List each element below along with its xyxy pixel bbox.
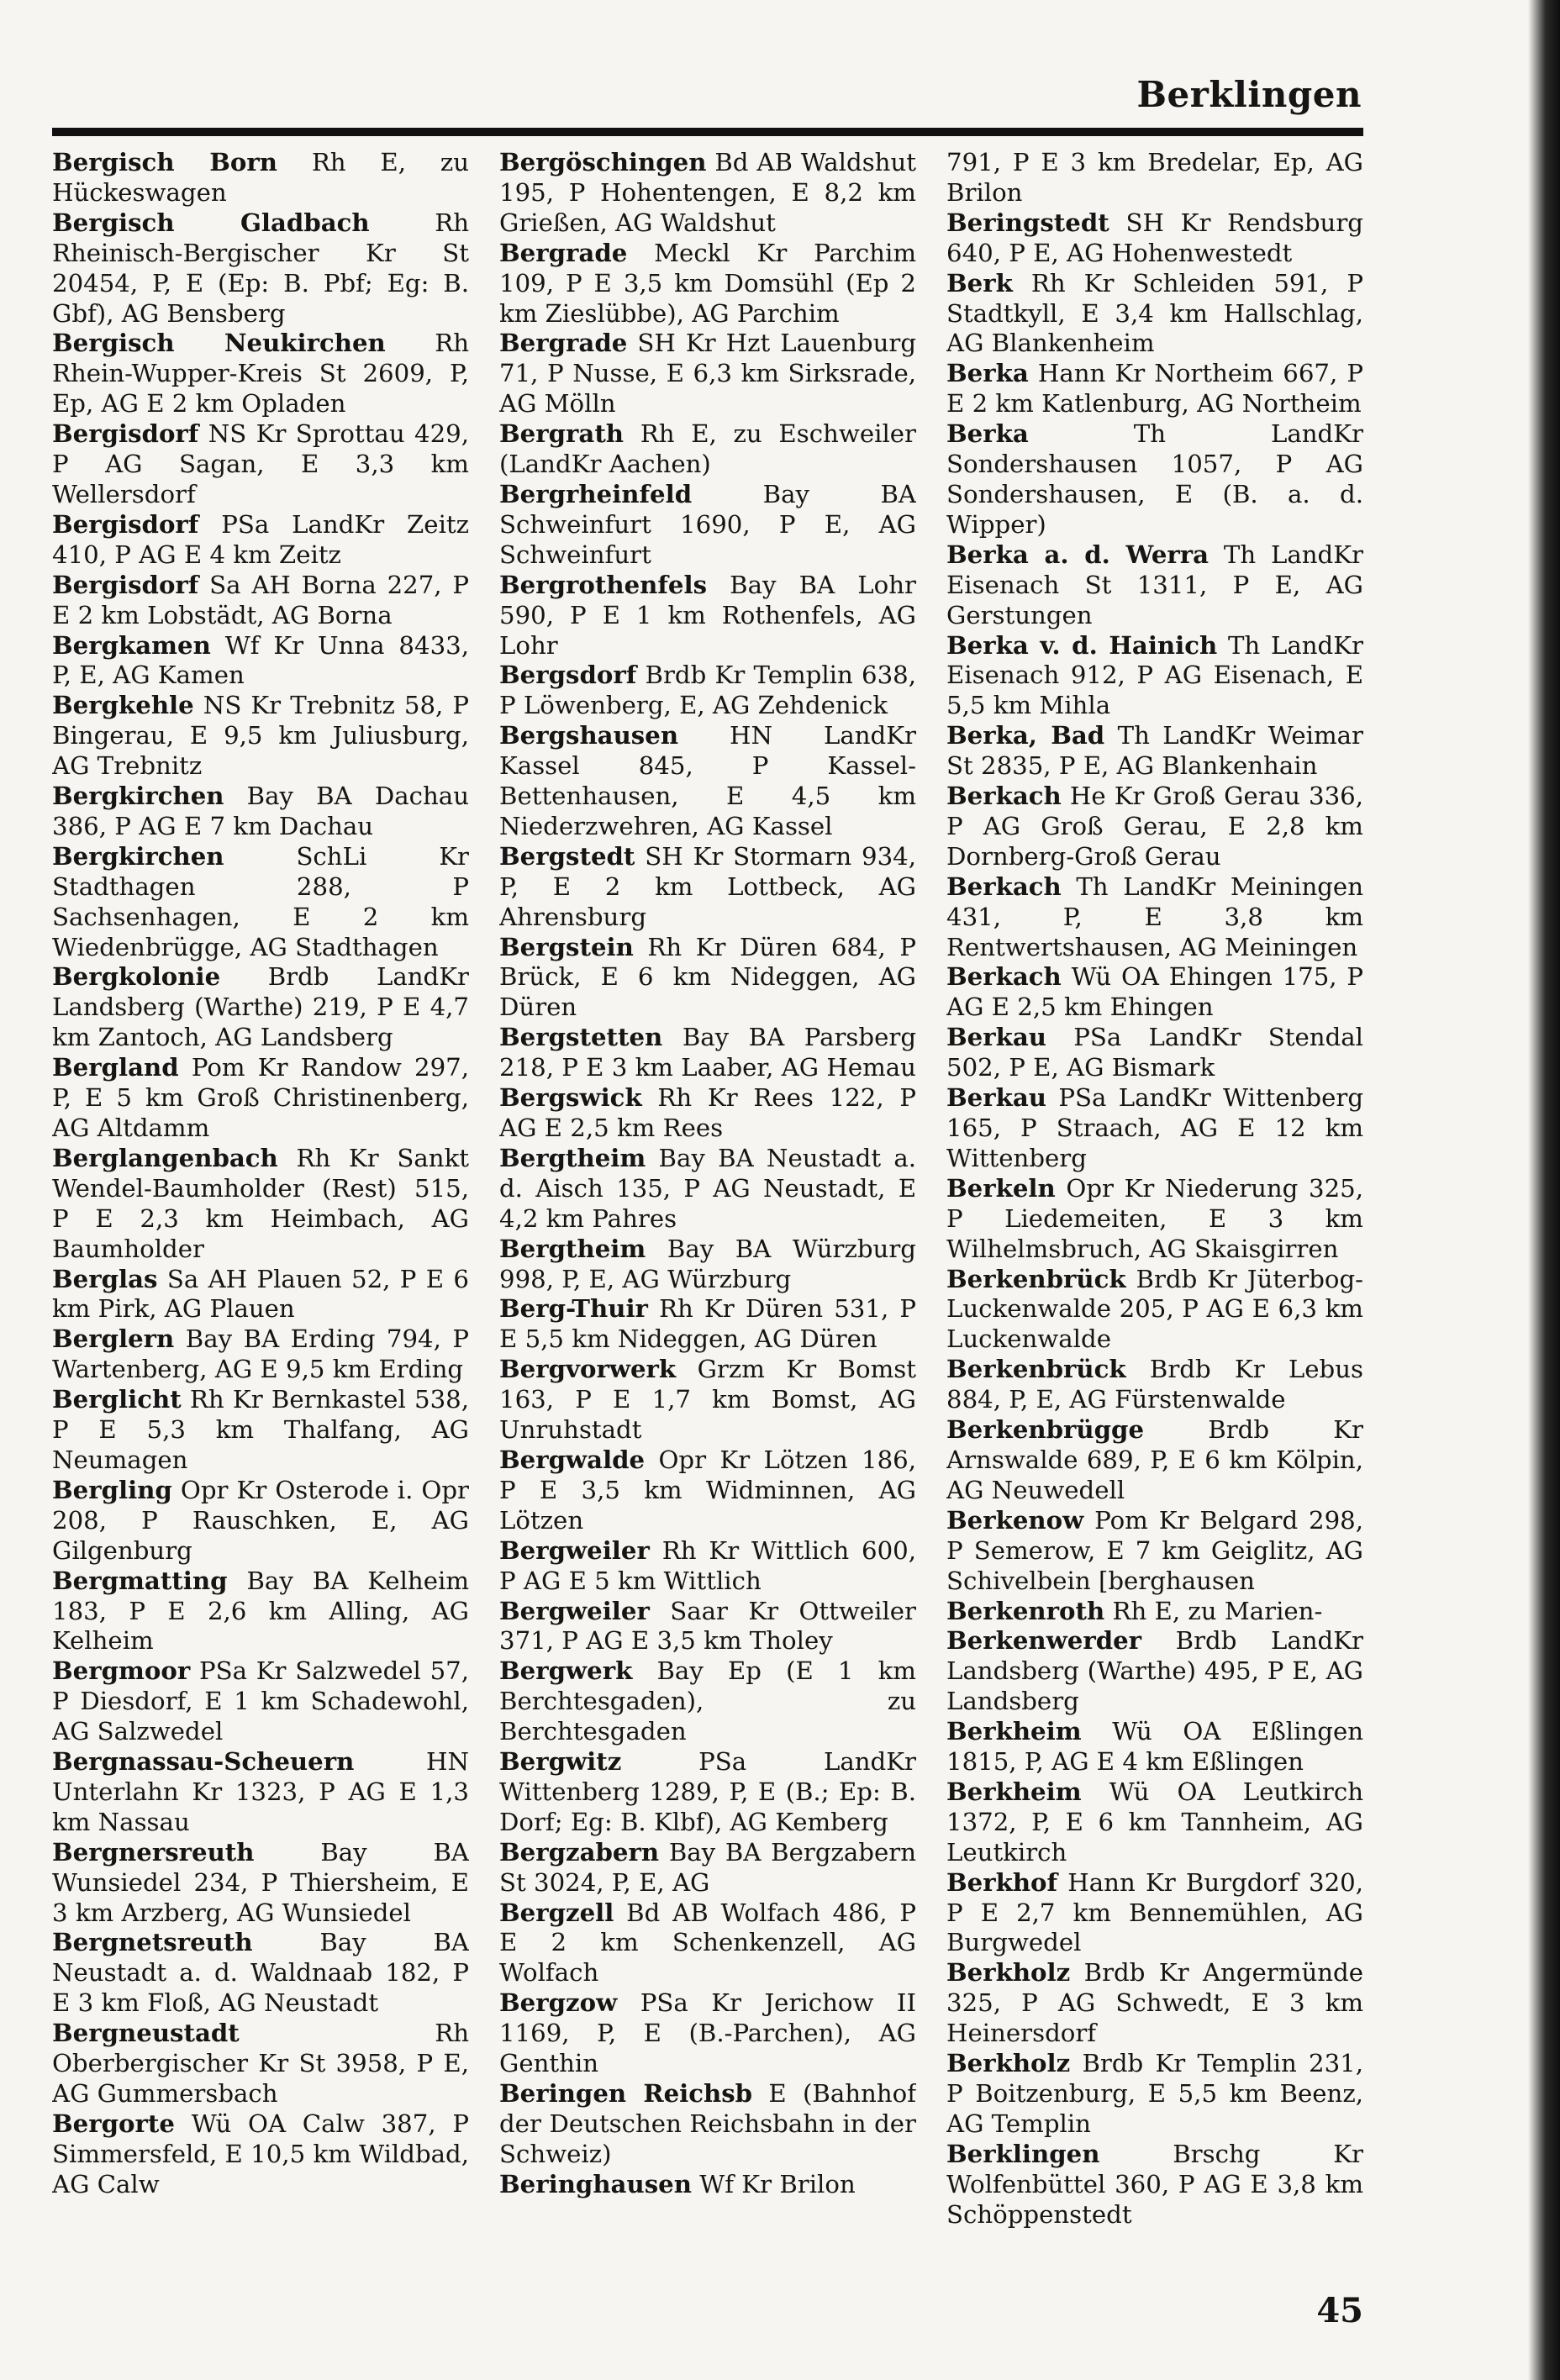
entry-text: PSa Kr Salzwedel 57, P Diesdorf, E 1 km Schadewohl, AG Salzwedel bbox=[52, 1656, 469, 1746]
entry-headword: Bergkolonie bbox=[52, 962, 221, 992]
entry-text: E (Bahnhof der Deutschen Reichsbahn in der Schweiz) bbox=[499, 2079, 916, 2168]
header-rule bbox=[52, 128, 1363, 136]
entry-headword: Berkenbrück bbox=[946, 1264, 1126, 1293]
gazetteer-entry bbox=[946, 631, 1363, 722]
entry-text: Hann Kr Burgdorf 320, P E 2,7 km Bennemühlen, AG Burgwedel bbox=[946, 1867, 1363, 1957]
entry-text: PSa LandKr Stendal 502, P E, AG Bismark bbox=[946, 1023, 1363, 1082]
entry-text: Pom Kr Randow 297, P, E 5 km Groß Christinenberg, AG Altdamm bbox=[52, 1053, 469, 1142]
entry-headword: Berkau bbox=[946, 1083, 1046, 1113]
entry-text: Th LandKr Sondershausen 1057, P AG Sondershausen, E (B. a. d. Wipper) bbox=[946, 419, 1363, 539]
gazetteer-entry bbox=[52, 148, 469, 208]
entry-text: Bay Ep (E 1 km Berchtesgaden), zu Berchtesgaden bbox=[499, 1656, 916, 1746]
column-1 bbox=[52, 148, 469, 2266]
entry-headword: Berkenow bbox=[946, 1505, 1084, 1535]
gazetteer-entry bbox=[52, 1838, 469, 1929]
entry-text: Th LandKr Eisenach 912, P AG Eisenach, E 5,5 km Mihla bbox=[946, 630, 1363, 720]
entry-text: Wf Kr Unna 8433, P, E, AG Kamen bbox=[52, 630, 469, 690]
gazetteer-entry bbox=[52, 1928, 469, 2019]
gazetteer-entry bbox=[946, 269, 1363, 360]
gazetteer-entry bbox=[52, 1053, 469, 1144]
gazetteer-entry bbox=[946, 872, 1363, 963]
gazetteer-entry bbox=[946, 1265, 1363, 1356]
entry-text: Bay BA Lohr 590, P E 1 km Rothenfels, AG Lohr bbox=[499, 570, 916, 660]
entry-headword: Bergzell bbox=[499, 1898, 614, 1927]
gazetteer-entry bbox=[499, 842, 916, 933]
entry-text: Wf Kr Brilon bbox=[699, 2169, 856, 2198]
entry-headword: Bergling bbox=[52, 1475, 172, 1504]
gazetteer-entry bbox=[499, 480, 916, 571]
entry-text: Rh Kr Sankt Wendel-Baumholder (Rest) 515, P E 2,3 km Heimbach, AG Baumholder bbox=[52, 1143, 469, 1263]
entry-headword: Bergneustadt bbox=[52, 2019, 240, 2048]
entry-text: Grzm Kr Bomst 163, P E 1,7 km Bomst, AG Unruhstadt bbox=[499, 1355, 916, 1445]
gazetteer-entry bbox=[946, 1174, 1363, 1265]
gazetteer-entry bbox=[499, 1445, 916, 1536]
entry-headword: Bergland bbox=[52, 1053, 179, 1082]
entry-headword: Berkach bbox=[946, 962, 1062, 992]
gazetteer-entry bbox=[499, 1536, 916, 1597]
entry-text: Sa AH Plauen 52, P E 6 km Pirk, AG Plauen bbox=[52, 1264, 469, 1324]
gazetteer-entry bbox=[946, 782, 1363, 872]
entry-text: Rh E, zu Hückeswagen bbox=[52, 148, 469, 207]
gazetteer-entry bbox=[499, 419, 916, 480]
entry-headword: Berkholz bbox=[946, 1958, 1071, 1988]
entry-text: Bd AB Wolfach 486, P E 2 km Schenkenzell, AG Wolfach bbox=[499, 1898, 916, 1988]
entry-headword: Berkeln bbox=[946, 1173, 1056, 1203]
gazetteer-entry bbox=[499, 661, 916, 721]
gazetteer-entry bbox=[946, 2049, 1363, 2140]
entry-headword: Berka, Bad bbox=[946, 721, 1105, 750]
entry-text: NS Kr Trebnitz 58, P Bingerau, E 9,5 km Juliusburg, AG Trebnitz bbox=[52, 691, 469, 781]
gazetteer-entry bbox=[499, 1355, 916, 1445]
page-number: 45 bbox=[1316, 2291, 1363, 2330]
entry-headword: Bergkamen bbox=[52, 630, 211, 660]
gazetteer-entry bbox=[499, 1747, 916, 1838]
gazetteer-entry bbox=[499, 933, 916, 1024]
entry-text: He Kr Groß Gerau 336, P AG Groß Gerau, E 2,8 km Dornberg-Groß Gerau bbox=[946, 782, 1363, 871]
entry-headword: Bergnersreuth bbox=[52, 1837, 255, 1867]
entry-headword: Bergrothenfels bbox=[499, 570, 708, 599]
entry-text: Wü OA Eßlingen 1815, P, AG E 4 km Eßlingen bbox=[946, 1717, 1363, 1777]
entry-headword: Bergzabern bbox=[499, 1837, 660, 1867]
entry-text: SH Kr Hzt Lauenburg 71, P Nusse, E 6,3 km Sirksrade, AG Mölln bbox=[499, 329, 916, 419]
gazetteer-entry bbox=[946, 1597, 1363, 1627]
entry-headword: Berk bbox=[946, 268, 1013, 298]
gazetteer-entry bbox=[946, 419, 1363, 540]
entry-text: Rh Kr Düren 531, P E 5,5 km Nideggen, AG Düren bbox=[499, 1294, 916, 1354]
entry-headword: Bergisdorf bbox=[52, 570, 199, 599]
entry-text: Rh Kr Düren 684, P Brück, E 6 km Nideggen, AG Düren bbox=[499, 932, 916, 1022]
gazetteer-entry bbox=[946, 1717, 1363, 1777]
gazetteer-entry bbox=[946, 1023, 1363, 1083]
gazetteer-entry bbox=[499, 2170, 916, 2200]
entry-text: Bay BA Bergzabern St 3024, P, E, AG bbox=[499, 1837, 916, 1897]
entry-headword: Bergrath bbox=[499, 419, 625, 449]
entry-text: Bay BA Dachau 386, P AG E 7 km Dachau bbox=[52, 782, 469, 840]
entry-text: Brdb Kr Jüterbog-Luckenwalde 205, P AG E 6,3 km Luckenwalde bbox=[946, 1264, 1363, 1354]
entry-text: SchLi Kr Stadthagen 288, P Sachsenhagen, E 2 km Wiedenbrügge, AG Stadthagen bbox=[52, 841, 469, 961]
entry-headword: Berkenbrück bbox=[946, 1355, 1126, 1384]
gazetteer-entry bbox=[946, 721, 1363, 782]
gazetteer-entry bbox=[499, 571, 916, 661]
gazetteer-entry bbox=[946, 540, 1363, 631]
gazetteer-entry bbox=[946, 1958, 1363, 2049]
entry-headword: Bergrade bbox=[499, 329, 628, 358]
entry-text: Opr Kr Osterode i. Opr 208, P Rauschken, E, AG Gilgenburg bbox=[52, 1475, 469, 1565]
gazetteer-entry bbox=[52, 842, 469, 963]
entry-headword: Berkach bbox=[946, 871, 1062, 901]
entry-headword: Bergorte bbox=[52, 2109, 175, 2138]
entry-text: Bay BA Erding 794, P Wartenberg, AG E 9,5 km Erding bbox=[52, 1324, 469, 1384]
page-edge-shadow bbox=[1528, 0, 1560, 2380]
entry-headword: Bergwitz bbox=[499, 1747, 622, 1777]
gazetteer-entry bbox=[52, 419, 469, 510]
gazetteer-entry bbox=[946, 1868, 1363, 1959]
gazetteer-entry bbox=[946, 962, 1363, 1023]
entry-text: 791, P E 3 km Bredelar, Ep, AG Brilon bbox=[946, 148, 1363, 207]
entry-text: SH Kr Rendsburg 640, P E, AG Hohenwestedt bbox=[946, 208, 1363, 267]
gazetteer-entry bbox=[499, 1656, 916, 1747]
entry-headword: Bergweiler bbox=[499, 1535, 650, 1565]
gazetteer-entry bbox=[52, 631, 469, 692]
running-head: Berklingen bbox=[1136, 74, 1362, 115]
entry-headword: Bergkirchen bbox=[52, 841, 224, 871]
entry-text: Wü OA Ehingen 175, P AG E 2,5 km Ehingen bbox=[946, 962, 1363, 1022]
gazetteer-entry bbox=[499, 1144, 916, 1235]
gazetteer-entry bbox=[499, 721, 916, 842]
gazetteer-entry bbox=[499, 1023, 916, 1083]
entry-text: Brdb Kr Arnswalde 689, P, E 6 km Kölpin, AG Neuwedell bbox=[946, 1415, 1363, 1504]
entry-headword: Bergwalde bbox=[499, 1445, 646, 1474]
entry-headword: Bergstetten bbox=[499, 1023, 663, 1052]
gazetteer-entry bbox=[52, 1747, 469, 1838]
entry-headword: Berka v. d. Hainich bbox=[946, 630, 1218, 660]
entry-headword: Bergkehle bbox=[52, 691, 194, 720]
entry-text: Opr Kr Niederung 325, P Liedemeiten, E 3 km Wilhelmsbruch, AG Skaisgirren bbox=[946, 1173, 1363, 1263]
entry-headword: Bergnetsreuth bbox=[52, 1928, 253, 1957]
entry-headword: Bergstedt bbox=[499, 841, 635, 871]
gazetteer-entry bbox=[499, 1898, 916, 1989]
entry-headword: Bergnassau-Scheuern bbox=[52, 1747, 355, 1777]
entry-headword: Bergzow bbox=[499, 1988, 618, 2018]
entry-text: PSa LandKr Zeitz 410, P AG E 4 km Zeitz bbox=[52, 509, 469, 569]
entry-headword: Bergisdorf bbox=[52, 419, 199, 449]
entry-headword: Bergtheim bbox=[499, 1234, 646, 1263]
gazetteer-entry bbox=[52, 2109, 469, 2200]
gazetteer-entry bbox=[946, 1415, 1363, 1506]
entry-headword: Bergisdorf bbox=[52, 509, 199, 539]
gazetteer-entry bbox=[499, 329, 916, 419]
entry-headword: Berka bbox=[946, 419, 1029, 449]
gazetteer-entry bbox=[52, 962, 469, 1053]
entry-text: Bay BA Würzburg 998, P, E, AG Würzburg bbox=[499, 1234, 916, 1293]
entry-text: Bay BA Kelheim 183, P E 2,6 km Alling, AG Kelheim bbox=[52, 1566, 469, 1656]
entry-headword: Bergvorwerk bbox=[499, 1355, 677, 1384]
entry-headword: Berkheim bbox=[946, 1717, 1082, 1746]
entry-headword: Berkenwerder bbox=[946, 1626, 1142, 1656]
entry-headword: Bergshausen bbox=[499, 721, 679, 750]
entry-headword: Berkau bbox=[946, 1023, 1046, 1052]
entry-text: Rh Oberbergischer Kr St 3958, P E, AG Gummersbach bbox=[52, 2019, 469, 2108]
entry-headword: Bergrade bbox=[499, 238, 628, 267]
gazetteer-entry bbox=[52, 329, 469, 419]
entry-text: Bd AB Waldshut 195, P Hohentengen, E 8,2 km Grießen, AG Waldshut bbox=[499, 148, 916, 237]
entry-headword: Bergrheinfeld bbox=[499, 479, 693, 508]
entry-headword: Bergwerk bbox=[499, 1656, 633, 1686]
entry-text: Bay BA Neustadt a. d. Waldnaab 182, P E 3 km Floß, AG Neustadt bbox=[52, 1928, 469, 2018]
entry-text: Opr Kr Lötzen 186, P E 3,5 km Widminnen, AG Lötzen bbox=[499, 1445, 916, 1535]
entry-headword: Bergsdorf bbox=[499, 661, 637, 690]
gazetteer-entry bbox=[52, 1385, 469, 1476]
gazetteer-entry bbox=[499, 1597, 916, 1657]
entry-text: PSa LandKr Wittenberg 165, P Straach, AG E 12 km Wittenberg bbox=[946, 1083, 1363, 1172]
entry-text: Wü OA Leutkirch 1372, P, E 6 km Tannheim, AG Leutkirch bbox=[946, 1777, 1363, 1867]
gazetteer-entry bbox=[52, 571, 469, 631]
entry-text: Brdb LandKr Landsberg (Warthe) 495, P E, AG Landsberg bbox=[946, 1626, 1363, 1716]
gazetteer-entry bbox=[52, 782, 469, 842]
entry-headword: Berka bbox=[946, 359, 1029, 388]
column-3 bbox=[946, 148, 1363, 2266]
entry-headword: Bergisch Neukirchen bbox=[52, 329, 386, 358]
entry-text: PSa Kr Jerichow II 1169, P, E (B.-Parchen), AG Genthin bbox=[499, 1988, 916, 2078]
gazetteer-entry bbox=[499, 1294, 916, 1355]
gazetteer-entry bbox=[52, 691, 469, 782]
entry-headword: Berkholz bbox=[946, 2049, 1071, 2078]
gazetteer-entry bbox=[52, 1656, 469, 1747]
gazetteer-entry bbox=[499, 1988, 916, 2079]
entry-headword: Berka a. d. Werra bbox=[946, 540, 1210, 569]
entry-text: PSa LandKr Wittenberg 1289, P, E (B.; Ep: B. Dorf; Eg: B. Klbf), AG Kemberg bbox=[499, 1747, 916, 1836]
entry-headword: Beringen Reichsb bbox=[499, 2079, 753, 2108]
entry-headword: Berglas bbox=[52, 1264, 158, 1293]
entry-text: SH Kr Stormarn 934, P, E 2 km Lottbeck, AG Ahrensburg bbox=[499, 841, 916, 931]
gazetteer-entry bbox=[499, 2079, 916, 2170]
gazetteer-columns bbox=[52, 148, 1363, 2266]
entry-text: HN Unterlahn Kr 1323, P AG E 1,3 km Nassau bbox=[52, 1747, 469, 1836]
gazetteer-entry bbox=[946, 1777, 1363, 1868]
entry-text: Brdb Kr Lebus 884, P, E, AG Fürstenwalde bbox=[946, 1355, 1363, 1414]
entry-headword: Bergswick bbox=[499, 1083, 642, 1113]
gazetteer-entry bbox=[52, 1265, 469, 1325]
entry-headword: Berkhof bbox=[946, 1867, 1058, 1897]
gazetteer-entry bbox=[52, 510, 469, 571]
entry-text: Rh Kr Bernkastel 538, P E 5,3 km Thalfang, AG Neumagen bbox=[52, 1385, 469, 1474]
entry-headword: Beringhausen bbox=[499, 2169, 692, 2198]
entry-headword: Berkenroth bbox=[946, 1596, 1105, 1625]
entry-headword: Bergkirchen bbox=[52, 782, 224, 811]
entry-headword: Bergisch Gladbach bbox=[52, 208, 370, 237]
entry-text: Rh Rheinisch-Bergischer Kr St 20454, P, E (Ep: B. Pbf; Eg: B. Gbf), AG Bensberg bbox=[52, 208, 469, 328]
entry-text: Hann Kr Northeim 667, P E 2 km Katlenburg, AG Northeim bbox=[946, 359, 1363, 419]
gazetteer-entry bbox=[946, 1626, 1363, 1717]
entry-headword: Bergweiler bbox=[499, 1596, 650, 1625]
entry-text: Rh E, zu Eschweiler (LandKr Aachen) bbox=[499, 419, 916, 479]
gazetteer-entry bbox=[52, 1566, 469, 1657]
entry-text: Bay BA Parsberg 218, P E 3 km Laaber, AG Hemau bbox=[499, 1023, 916, 1082]
entry-text: Brdb Kr Templin 638, P Löwenberg, E, AG Zehdenick bbox=[499, 661, 916, 720]
entry-text: Meckl Kr Parchim 109, P E 3,5 km Domsühl (Ep 2 km Zieslübbe), AG Parchim bbox=[499, 238, 916, 328]
entry-text: Saar Kr Ottweiler 371, P AG E 3,5 km Tholey bbox=[499, 1596, 916, 1656]
gazetteer-entry bbox=[946, 208, 1363, 269]
entry-headword: Berklingen bbox=[946, 2139, 1100, 2168]
gazetteer-entry bbox=[946, 1506, 1363, 1597]
entry-text: Brdb Kr Templin 231, P Boitzenburg, E 5,5 km Beenz, AG Templin bbox=[946, 2049, 1363, 2138]
entry-text: Bay BA Neustadt a. d. Aisch 135, P AG Neustadt, E 4,2 km Pahres bbox=[499, 1143, 916, 1233]
gazetteer-entry bbox=[946, 2140, 1363, 2230]
entry-text: Brdb LandKr Landsberg (Warthe) 219, P E 4,7 km Zantoch, AG Landsberg bbox=[52, 962, 469, 1052]
entry-headword: Bergöschingen bbox=[499, 148, 707, 176]
entry-headword: Berglangenbach bbox=[52, 1143, 278, 1172]
column-2 bbox=[499, 148, 916, 2266]
gazetteer-entry bbox=[946, 359, 1363, 419]
entry-text: Th LandKr Eisenach St 1311, P E, AG Gerstungen bbox=[946, 540, 1363, 629]
entry-headword: Bergmatting bbox=[52, 1566, 228, 1595]
entry-headword: Bergstein bbox=[499, 932, 634, 961]
gazetteer-entry bbox=[499, 148, 916, 239]
entry-text: Rh E, zu Marien- bbox=[1112, 1596, 1323, 1625]
entry-text: HN LandKr Kassel 845, P Kassel-Bettenhausen, E 4,5 km Niederzwehren, AG Kassel bbox=[499, 721, 916, 840]
entry-text: Wü OA Calw 387, P Simmersfeld, E 10,5 km Wildbad, AG Calw bbox=[52, 2109, 469, 2198]
entry-text: Rh Kr Wittlich 600, P AG E 5 km Wittlich bbox=[499, 1535, 916, 1595]
entry-headword: Berglern bbox=[52, 1324, 175, 1354]
entry-text: Th LandKr Meiningen 431, P, E 3,8 km Rentwertshausen, AG Meiningen bbox=[946, 871, 1363, 961]
entry-headword: Bergisch Born bbox=[52, 148, 277, 176]
gazetteer-entry bbox=[499, 1838, 916, 1898]
entry-text: Th LandKr Weimar St 2835, P E, AG Blankenhain bbox=[946, 721, 1363, 781]
gazetteer-entry bbox=[499, 239, 916, 329]
entry-text: NS Kr Sprottau 429, P AG Sagan, E 3,3 km Wellersdorf bbox=[52, 419, 469, 508]
gazetteer-entry bbox=[52, 1144, 469, 1265]
gazetteer-entry bbox=[52, 208, 469, 329]
entry-headword: Berg-Thuir bbox=[499, 1294, 648, 1324]
entry-text: Rh Kr Rees 122, P AG E 2,5 km Rees bbox=[499, 1083, 916, 1142]
entry-headword: Bergmoor bbox=[52, 1656, 191, 1686]
gazetteer-entry bbox=[52, 2019, 469, 2109]
gazetteer-entry bbox=[52, 1476, 469, 1566]
gazetteer-entry bbox=[946, 148, 1363, 208]
entry-text: Sa AH Borna 227, P E 2 km Lobstädt, AG Borna bbox=[52, 570, 469, 629]
gazetteer-entry bbox=[499, 1083, 916, 1144]
gazetteer-entry bbox=[499, 1235, 916, 1295]
entry-text: Pom Kr Belgard 298, P Semerow, E 7 km Geiglitz, AG Schivelbein [berghausen bbox=[946, 1505, 1363, 1595]
entry-text: Rh Kr Schleiden 591, P Stadtkyll, E 3,4 km Hallschlag, AG Blankenheim bbox=[946, 268, 1363, 358]
entry-headword: Berkenbrügge bbox=[946, 1415, 1145, 1445]
entry-headword: Berglicht bbox=[52, 1385, 182, 1414]
gazetteer-entry bbox=[52, 1324, 469, 1385]
entry-text: Bay BA Schweinfurt 1690, P E, AG Schweinfurt bbox=[499, 479, 916, 569]
gazetteer-entry bbox=[946, 1083, 1363, 1174]
entry-text: Brdb Kr Angermünde 325, P AG Schwedt, E 3 km Heinersdorf bbox=[946, 1958, 1363, 2048]
gazetteer-entry bbox=[946, 1355, 1363, 1415]
entry-headword: Bergtheim bbox=[499, 1143, 646, 1172]
entry-headword: Berkheim bbox=[946, 1777, 1082, 1806]
entry-text: Bay BA Wunsiedel 234, P Thiersheim, E 3 km Arzberg, AG Wunsiedel bbox=[52, 1837, 469, 1927]
entry-headword: Beringstedt bbox=[946, 208, 1109, 237]
entry-text: Rh Rhein-Wupper-Kreis St 2609, P, Ep, AG E 2 km Opladen bbox=[52, 329, 469, 419]
entry-text: Brschg Kr Wolfenbüttel 360, P AG E 3,8 km Schöppenstedt bbox=[946, 2139, 1363, 2229]
entry-headword: Berkach bbox=[946, 782, 1062, 811]
